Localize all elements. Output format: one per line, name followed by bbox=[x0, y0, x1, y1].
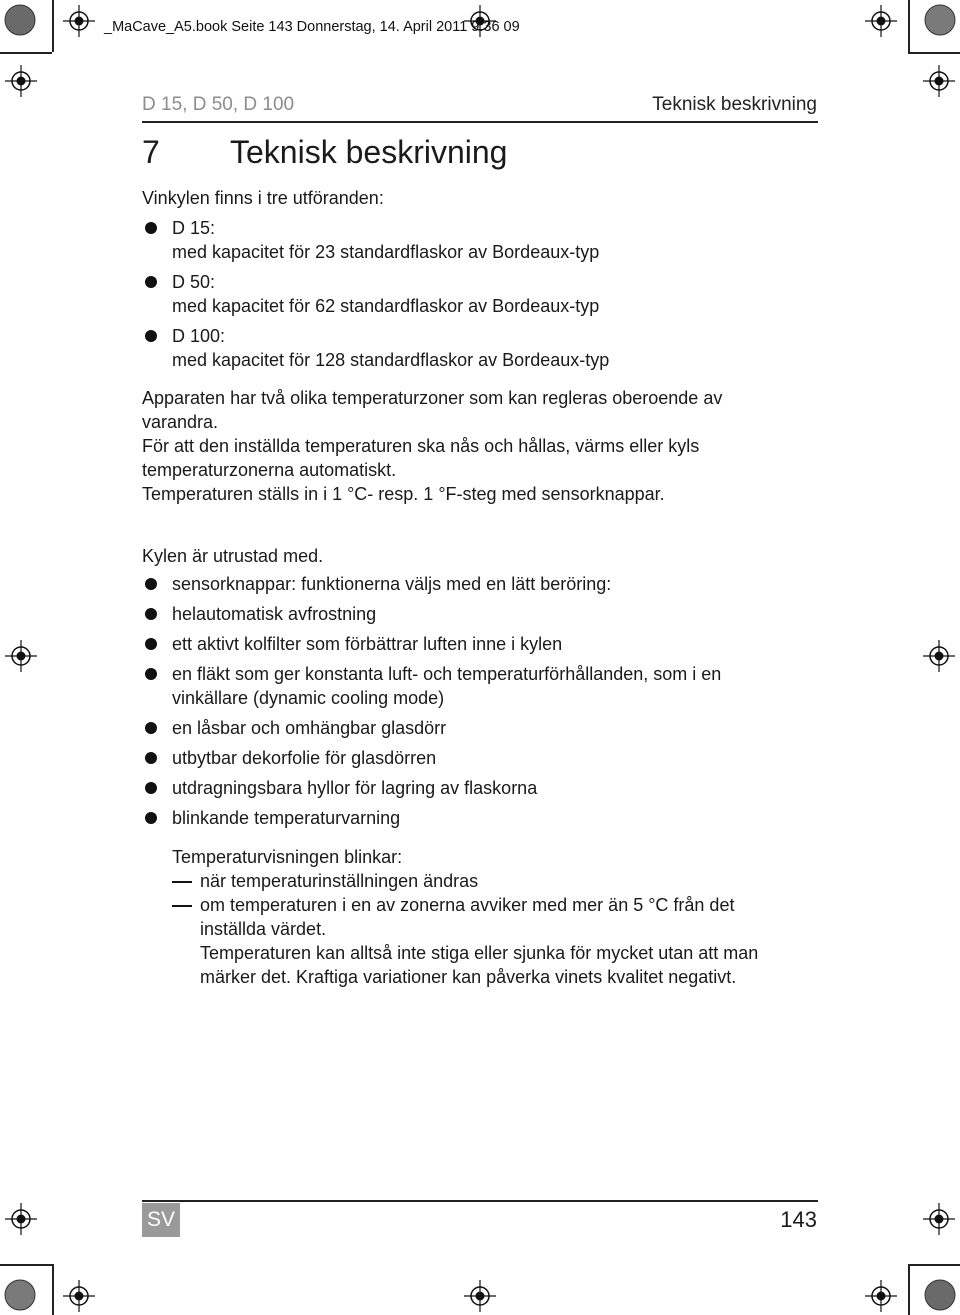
language-badge: SV bbox=[142, 1203, 180, 1237]
variant-capacity: med kapacitet för 23 standardflaskor av Bordeaux-typ bbox=[172, 242, 600, 262]
dash-icon bbox=[172, 905, 192, 907]
bullet-icon bbox=[145, 638, 157, 650]
registration-mark-top-right bbox=[865, 5, 897, 37]
paragraph-line: temperaturzonerna automatiskt. bbox=[142, 460, 397, 480]
blink-item: när temperaturinställningen ändras bbox=[200, 871, 479, 891]
feature-item: helautomatisk avfrostning bbox=[172, 604, 377, 624]
paragraph-line: Temperaturen ställs in i 1 °C- resp. 1 °F-steg med sensorknappar. bbox=[142, 484, 665, 504]
print-slug: _MaCave_A5.book Seite 143 Donnerstag, 14. April 2011 9:36 09 bbox=[104, 19, 520, 35]
paragraph-line: För att den inställda temperaturen ska nås och hållas, värms eller kyls bbox=[142, 436, 700, 456]
header-rule bbox=[142, 121, 818, 123]
bullet-icon bbox=[145, 276, 157, 288]
bullet-icon bbox=[145, 722, 157, 734]
blink-intro: Temperaturvisningen blinkar: bbox=[172, 847, 403, 867]
bullet-icon bbox=[145, 782, 157, 794]
header-section: Teknisk beskrivning bbox=[652, 94, 817, 115]
color-calibration-circle-top-left bbox=[3, 3, 37, 37]
footer-rule bbox=[142, 1200, 818, 1202]
feature-item: ett aktivt kolfilter som förbättrar luften inne i kylen bbox=[172, 634, 563, 654]
blink-item-continued: inställda värdet. bbox=[200, 919, 327, 939]
bullet-icon bbox=[145, 812, 157, 824]
registration-mark-upper-left bbox=[5, 65, 37, 97]
header-models: D 15, D 50, D 100 bbox=[142, 94, 295, 115]
bullet-icon bbox=[145, 752, 157, 764]
intro-text: Vinkylen finns i tre utföranden: bbox=[142, 188, 384, 208]
bullet-icon bbox=[145, 608, 157, 620]
registration-mark-upper-right bbox=[923, 65, 955, 97]
bullet-icon bbox=[145, 668, 157, 680]
registration-mark-mid-left bbox=[5, 640, 37, 672]
chapter-title bbox=[142, 134, 507, 171]
chapter-number: 7 bbox=[142, 134, 160, 170]
registration-mark-mid-right bbox=[923, 640, 955, 672]
registration-mark-lower-left bbox=[5, 1203, 37, 1235]
chapter-title-text: Teknisk beskrivning bbox=[230, 134, 508, 170]
paragraph-line: varandra. bbox=[142, 412, 219, 432]
feature-item: en fläkt som ger konstanta luft- och temperaturförhållanden, som i en bbox=[172, 664, 722, 684]
bullet-icon bbox=[145, 578, 157, 590]
feature-item: utdragningsbara hyllor för lagring av flaskorna bbox=[172, 778, 538, 798]
color-calibration-circle-bottom-left bbox=[3, 1278, 37, 1312]
variant-model: D 15: bbox=[172, 218, 216, 238]
paragraph-line: Apparaten har två olika temperaturzoner som kan regleras oberoende av bbox=[142, 388, 723, 408]
variant-model: D 100: bbox=[172, 326, 226, 346]
color-calibration-circle-bottom-right bbox=[923, 1278, 957, 1312]
blink-item: om temperaturen i en av zonerna avviker med mer än 5 °C från det bbox=[200, 895, 735, 915]
registration-mark-bottom-center bbox=[464, 1280, 496, 1312]
blink-item-continued: Temperaturen kan alltså inte stiga eller sjunka för mycket utan att man bbox=[200, 943, 759, 963]
variant-capacity: med kapacitet för 62 standardflaskor av Bordeaux-typ bbox=[172, 296, 600, 316]
dash-icon bbox=[172, 881, 192, 883]
feature-item: en låsbar och omhängbar glasdörr bbox=[172, 718, 447, 738]
page-number: 143 bbox=[780, 1207, 817, 1232]
variant-model: D 50: bbox=[172, 272, 216, 292]
registration-mark-lower-right bbox=[923, 1203, 955, 1235]
bullet-icon bbox=[145, 330, 157, 342]
registration-mark-bottom-right bbox=[865, 1280, 897, 1312]
color-calibration-circle-top-right bbox=[923, 3, 957, 37]
variant-capacity: med kapacitet för 128 standardflaskor av Bordeaux-typ bbox=[172, 350, 610, 370]
feature-item-continued: vinkällare (dynamic cooling mode) bbox=[172, 688, 445, 708]
feature-item: blinkande temperaturvarning bbox=[172, 808, 401, 828]
registration-mark-top-left bbox=[63, 5, 95, 37]
blink-item-continued: märker det. Kraftiga variationer kan påverka vinets kvalitet negativt. bbox=[200, 967, 737, 987]
registration-mark-bottom-left bbox=[63, 1280, 95, 1312]
bullet-icon bbox=[145, 222, 157, 234]
feature-item: utbytbar dekorfolie för glasdörren bbox=[172, 748, 437, 768]
feature-item: sensorknappar: funktionerna väljs med en lätt beröring: bbox=[172, 574, 612, 594]
features-intro: Kylen är utrustad med. bbox=[142, 546, 324, 566]
